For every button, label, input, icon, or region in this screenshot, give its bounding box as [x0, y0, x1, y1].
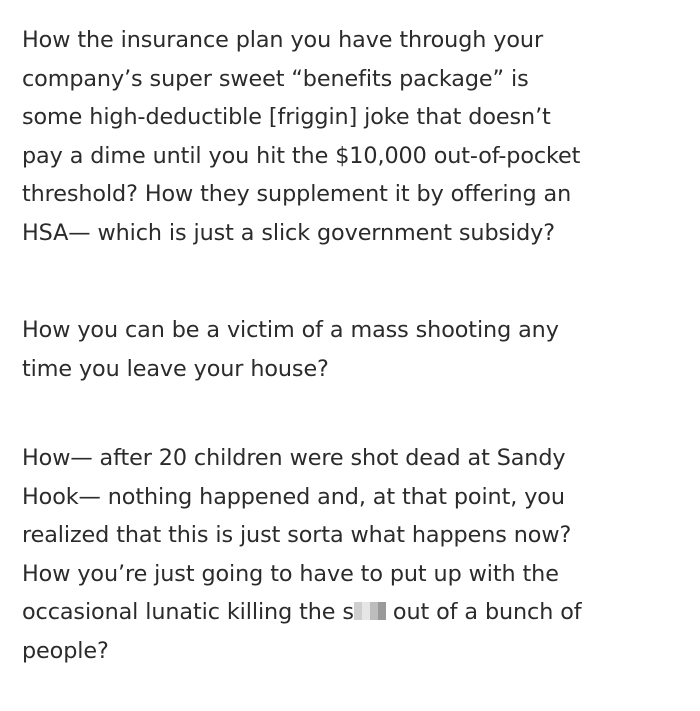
text-line: company’s super sweet “benefits package” is: [22, 65, 529, 92]
text-line: How you can be a victim of a mass shooting any: [22, 317, 559, 343]
text-line: Hook— nothing happened and, at that point, you: [22, 483, 565, 510]
text-segment: out of a bunch of: [385, 599, 582, 626]
censor-pixelation: [354, 602, 386, 620]
paragraph-shooting: [22, 311, 559, 388]
text-line-censored: [22, 593, 582, 632]
text-line: How you’re just going to have to put up with the: [22, 560, 559, 587]
text-line: HSA— which is just a slick government subsidy?: [22, 219, 556, 246]
text-segment: occasional lunatic killing the s: [22, 599, 354, 626]
text-line: threshold? How they supplement it by offering an: [22, 181, 572, 208]
text-line: How the insurance plan you have through your: [22, 27, 544, 53]
text-line: people?: [22, 637, 109, 664]
text-line: How— after 20 children were shot dead at Sandy: [22, 445, 566, 471]
text-line: pay a dime until you hit the $10,000 out-of-pocket: [22, 142, 581, 169]
text-line: time you leave your house?: [22, 355, 329, 382]
paragraph-sandy-hook: [22, 439, 582, 671]
text-line: realized that this is just sorta what happens now?: [22, 522, 572, 549]
paragraph-insurance: [22, 21, 580, 253]
text-line: some high-deductible [friggin] joke that doesn’t: [22, 104, 551, 131]
